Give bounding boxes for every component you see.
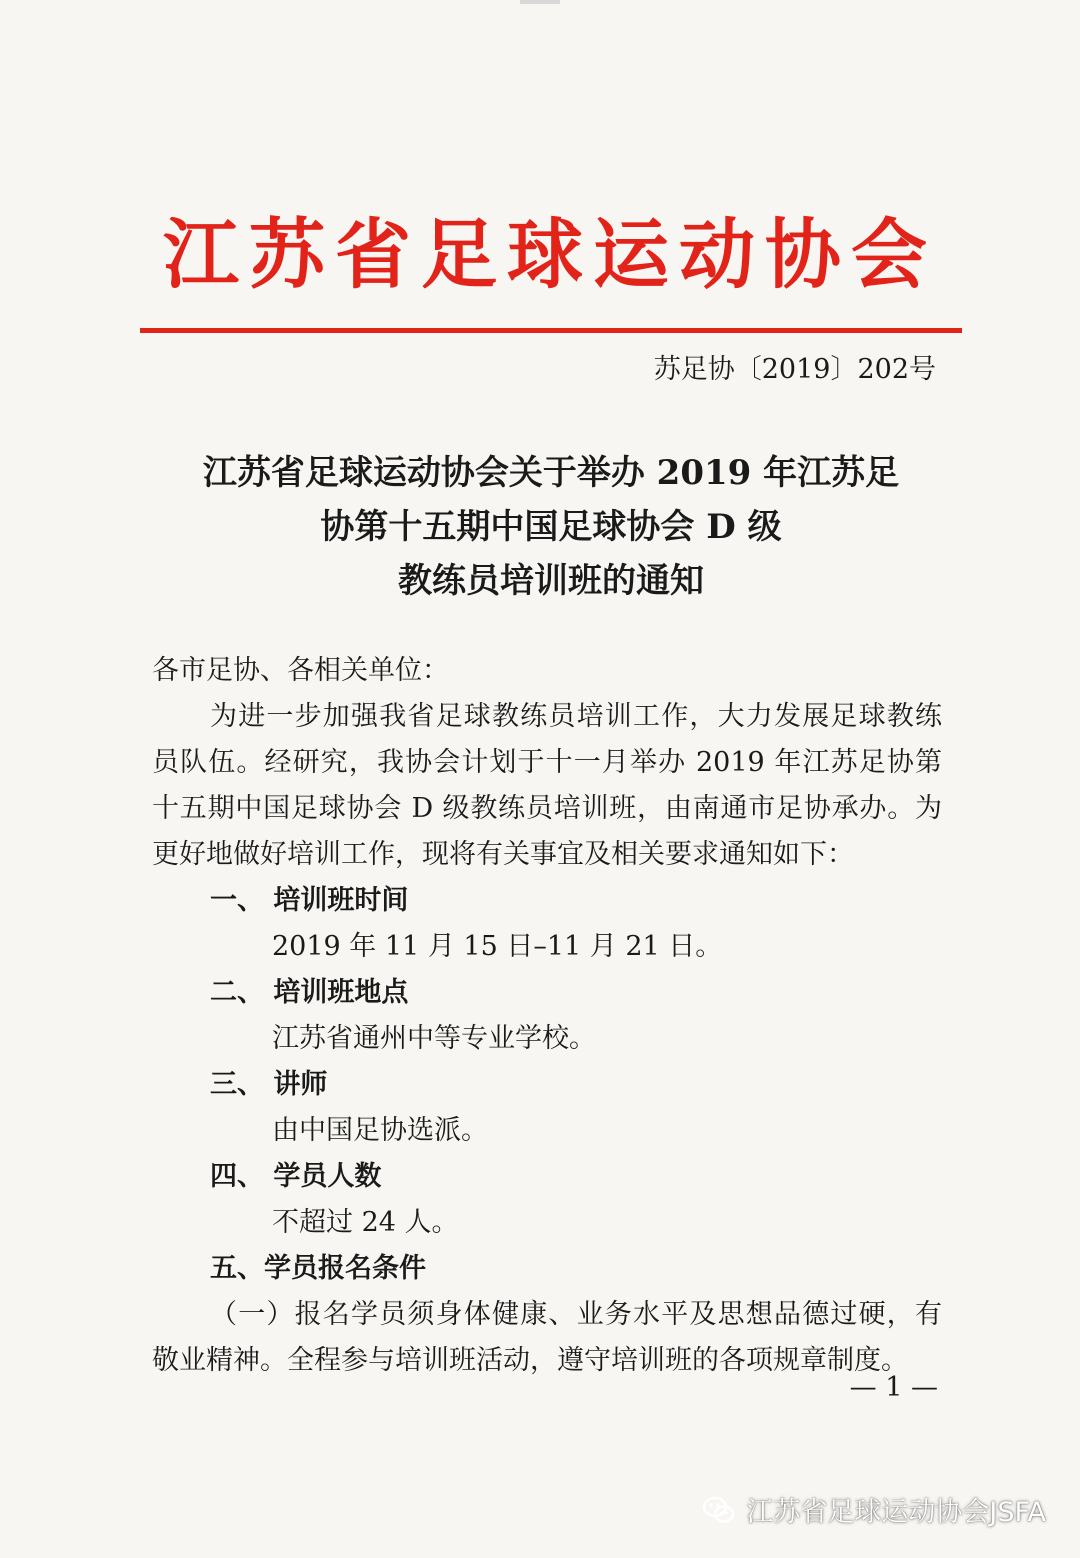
intro-line-3: 十五期中国足球协会 D 级教练员培训班，由南通市足协承办。为: [152, 793, 942, 824]
section-5-title: 五、学员报名条件: [210, 1253, 426, 1284]
watermark-text: 江苏省足球运动协会JSFA: [746, 1497, 1046, 1528]
title-line-1: 江苏省足球运动协会关于举办 2019 年江苏足: [202, 453, 900, 493]
condition-line-1: （一）报名学员须身体健康、业务水平及思想品德过硬，有: [210, 1299, 942, 1330]
section-4-title: 四、 学员人数: [210, 1161, 382, 1192]
condition-line-2: 敬业精神。全程参与培训班活动，遵守培训班的各项规章制度。: [152, 1345, 908, 1376]
intro-line-4: 更好地做好培训工作，现将有关事宜及相关要求通知如下：: [152, 839, 854, 870]
title-line-3: 教练员培训班的通知: [398, 561, 704, 601]
wechat-icon: [702, 1495, 736, 1525]
document-number: 苏足协〔2019〕202号: [653, 354, 936, 385]
section-1-content: 2019 年 11 月 15 日–11 月 21 日。: [272, 931, 723, 962]
page-number: — 1 —: [849, 1372, 938, 1403]
intro-line-2: 员队伍。经研究，我协会计划于十一月举办 2019 年江苏足协第: [152, 747, 942, 778]
section-2-title: 二、 培训班地点: [210, 977, 409, 1008]
section-1-title: 一、 培训班时间: [210, 885, 409, 916]
wechat-watermark: [702, 1490, 1046, 1529]
scan-mark: [520, 0, 560, 4]
letterhead-red-rule: [140, 328, 962, 333]
title-line-2: 协第十五期中国足球协会 D 级: [320, 507, 782, 547]
section-4-content: 不超过 24 人。: [272, 1207, 459, 1238]
section-2-content: 江苏省通州中等专业学校。: [272, 1023, 596, 1054]
document-title: [140, 446, 962, 608]
intro-line-1: 为进一步加强我省足球教练员培训工作，大力发展足球教练: [210, 701, 942, 732]
salutation: 各市足协、各相关单位：: [152, 655, 449, 686]
section-3-content: 由中国足协选派。: [272, 1115, 488, 1146]
document-body: [152, 648, 942, 1384]
section-3-title: 三、 讲师: [210, 1069, 328, 1100]
letterhead-org-name: 江苏省足球运动协会: [163, 210, 937, 299]
